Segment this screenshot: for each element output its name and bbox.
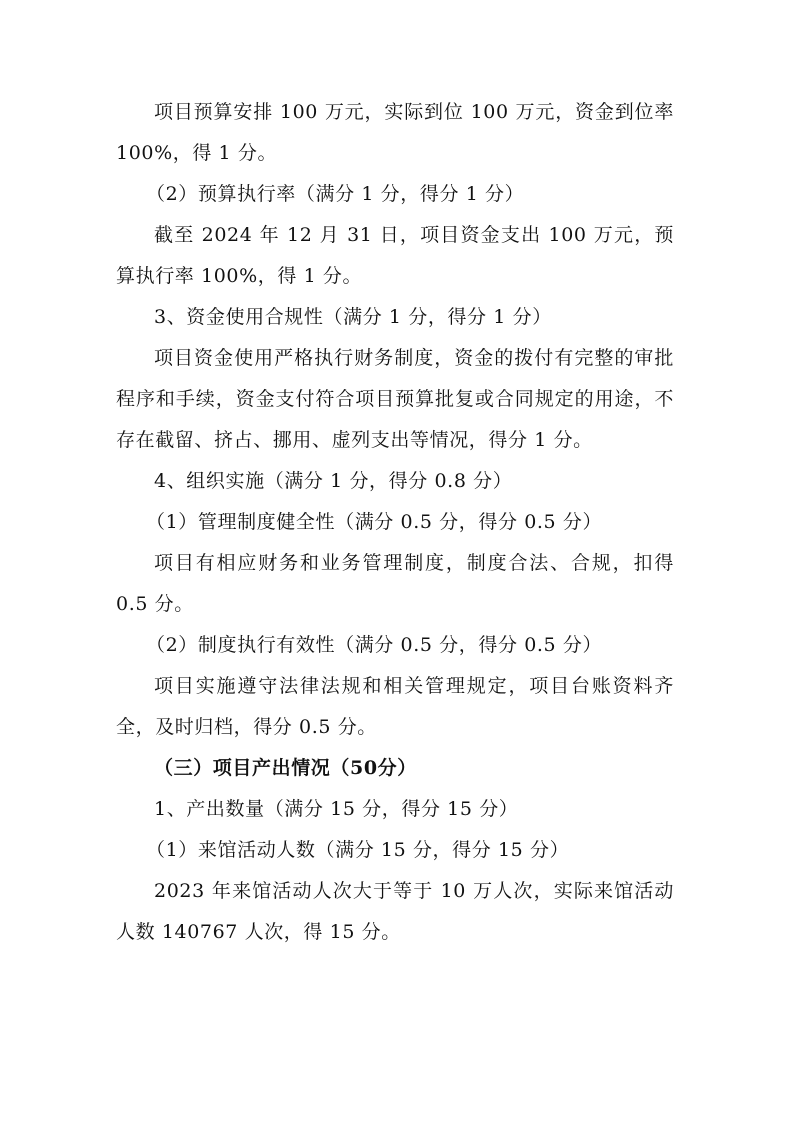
paragraph-budget-execution: 截至 2024 年 12 月 31 日，项目资金支出 100 万元，预算执行率 100%，得 1 分。 (116, 224, 674, 287)
section-heading-output: （三）项目产出情况（50分） (154, 757, 417, 779)
subheading-organization: 4、组织实施（满分 1 分，得分 0.8 分） (154, 470, 513, 492)
paragraph-system-execution: 项目实施遵守法律法规和相关管理规定，项目台账资料齐全，及时归档，得分 0.5 分。 (116, 675, 674, 738)
subheading-management-system: （1）管理制度健全性（满分 0.5 分，得分 0.5 分） (146, 511, 603, 533)
paragraph-budget-arrival: 项目预算安排 100 万元，实际到位 100 万元，资金到位率 100%，得 1 分。 (116, 101, 674, 164)
paragraph-management-system: 项目有相应财务和业务管理制度，制度合法、合规，扣得 0.5 分。 (116, 552, 674, 615)
document-body (116, 92, 674, 953)
paragraph-fund-compliance: 项目资金使用严格执行财务制度，资金的拨付有完整的审批程序和手续，资金支付符合项目预算批复或合同规定的用途，不存在截留、挤占、挪用、虚列支出等情况，得分 1 分。 (116, 347, 674, 451)
subheading-output-quantity: 1、产出数量（满分 15 分，得分 15 分） (154, 798, 519, 820)
subheading-system-execution: （2）制度执行有效性（满分 0.5 分，得分 0.5 分） (146, 634, 603, 656)
subheading-visitor-count: （1）来馆活动人数（满分 15 分，得分 15 分） (146, 839, 570, 861)
subheading-budget-execution-rate: （2）预算执行率（满分 1 分，得分 1 分） (146, 183, 525, 205)
paragraph-visitor-count: 2023 年来馆活动人次大于等于 10 万人次，实际来馆活动人数 140767 人次，得 15 分。 (116, 880, 674, 943)
subheading-fund-compliance: 3、资金使用合规性（满分 1 分，得分 1 分） (154, 306, 552, 328)
